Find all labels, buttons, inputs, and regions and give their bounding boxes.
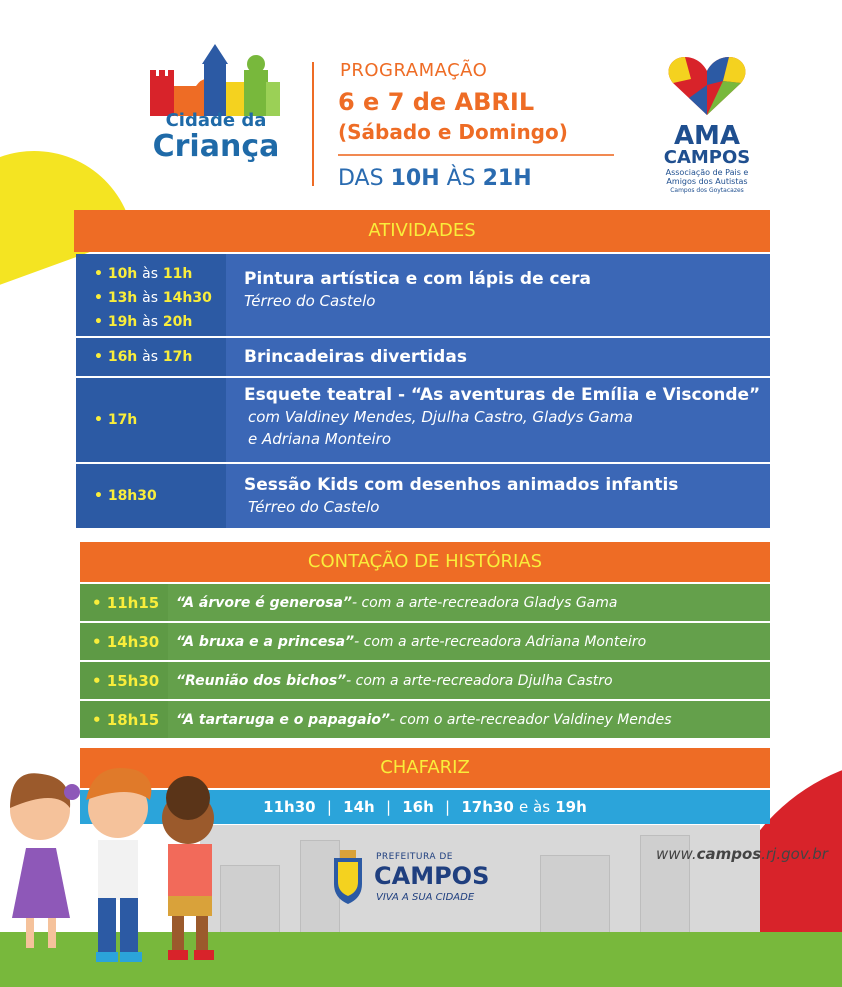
story-description xyxy=(168,662,770,699)
chafariz-header: CHAFARIZ xyxy=(80,748,770,788)
activity-title: Sessão Kids com desenhos animados infantis xyxy=(244,475,679,495)
hours-end: 21H xyxy=(482,166,532,191)
separator: | xyxy=(385,798,391,816)
time-slot: • 16h às 17h xyxy=(94,349,193,365)
prefeitura-tagline: VIVA A SUA CIDADE xyxy=(376,892,475,903)
logo-line1: Cidade da xyxy=(165,110,267,131)
story-title: “A bruxa e a princesa” xyxy=(176,633,355,650)
activity-times xyxy=(76,378,226,462)
hours-start: 10H xyxy=(390,166,440,191)
castle-icon xyxy=(146,42,286,116)
activities-table xyxy=(76,254,770,528)
table-row xyxy=(80,662,770,699)
ama-title: AMA xyxy=(673,121,741,151)
kids-illustration-icon xyxy=(0,748,260,968)
contacao-header: CONTAÇÃO DE HISTÓRIAS xyxy=(80,542,770,582)
story-performer: - com a arte-recreadora Adriana Monteiro xyxy=(354,633,647,650)
activity-location: Térreo do Castelo xyxy=(248,498,380,516)
story-description xyxy=(168,623,770,660)
activity-title: Pintura artística e com lápis de cera xyxy=(244,269,591,289)
activity-times xyxy=(76,338,226,376)
story-title: “Reunião dos bichos” xyxy=(176,672,347,689)
activity-description xyxy=(226,464,770,528)
time-slot: • 17h xyxy=(94,412,138,428)
time-slot: • 13h às 14h30 xyxy=(94,290,212,306)
time-slot: • 18h30 xyxy=(94,488,157,504)
table-row xyxy=(76,254,770,336)
activity-description xyxy=(226,338,770,376)
table-row xyxy=(76,464,770,528)
activity-cast-line2: e Adriana Monteiro xyxy=(248,430,392,448)
ama-city: Campos dos Goytacazes xyxy=(670,186,744,194)
table-row xyxy=(76,378,770,462)
chafariz-time: 17h30 xyxy=(461,798,514,816)
date-underline xyxy=(338,154,614,156)
activity-location: Térreo do Castelo xyxy=(244,292,376,310)
ama-subtitle: CAMPOS xyxy=(663,147,751,168)
hours-mid: ÀS xyxy=(446,166,476,191)
chafariz-time: 11h30 xyxy=(263,798,316,816)
chafariz-time: 19h xyxy=(555,798,587,816)
activity-description xyxy=(226,378,770,462)
story-title: “A árvore é generosa” xyxy=(176,594,352,611)
activity-times xyxy=(76,464,226,528)
activity-description xyxy=(226,254,770,336)
table-row xyxy=(80,584,770,621)
prefeitura-small: PREFEITURA DE xyxy=(376,852,453,862)
programacao-label: PROGRAMAÇÃO xyxy=(340,60,488,81)
story-performer: - com a arte-recreadora Djulha Castro xyxy=(346,672,613,689)
header-divider xyxy=(312,62,314,186)
activity-times xyxy=(76,254,226,336)
chafariz-and: e às xyxy=(519,798,551,816)
event-weekday: (Sábado e Domingo) xyxy=(338,120,568,144)
story-time: • 18h15 xyxy=(80,701,168,738)
story-performer: - com a arte-recreadora Gladys Gama xyxy=(351,594,618,611)
ama-desc-line2: Amigos dos Autistas xyxy=(666,176,748,186)
site-prefix: www. xyxy=(656,845,697,863)
table-row xyxy=(76,338,770,376)
coat-of-arms-icon xyxy=(328,848,368,908)
hours-prefix: DAS xyxy=(338,166,384,191)
prefeitura-campos-logo xyxy=(328,846,528,912)
separator: | xyxy=(326,798,332,816)
time-slot: • 10h às 11h xyxy=(94,266,193,282)
story-title: “A tartaruga e o papagaio” xyxy=(176,711,391,728)
story-description xyxy=(168,584,770,621)
cidade-da-crianca-text xyxy=(146,112,286,162)
chafariz-time: 16h xyxy=(402,798,434,816)
story-time: • 14h30 xyxy=(80,623,168,660)
activity-title: Brincadeiras divertidas xyxy=(244,347,467,367)
ama-campos-logo xyxy=(652,55,762,205)
atividades-header: ATIVIDADES xyxy=(74,210,770,252)
puzzle-heart-icon xyxy=(667,55,747,117)
prefeitura-big: CAMPOS xyxy=(374,862,490,890)
activity-title: Esquete teatral - “As aventuras de Emília e Visconde” xyxy=(244,385,761,405)
event-date: 6 e 7 de ABRIL xyxy=(338,88,535,116)
logo-line2: Criança xyxy=(152,129,280,164)
story-time: • 11h15 xyxy=(80,584,168,621)
website-link[interactable] xyxy=(656,845,828,863)
table-row xyxy=(80,701,770,738)
cidade-da-crianca-logo xyxy=(146,42,286,192)
activity-cast-line1: com Valdiney Mendes, Djulha Castro, Gladys Gama xyxy=(248,408,633,426)
event-hours xyxy=(338,166,532,191)
story-performer: - com o arte-recreador Valdiney Mendes xyxy=(390,711,672,728)
stories-table xyxy=(80,584,770,738)
story-description xyxy=(168,701,770,738)
ama-desc-line1: Associação de Pais e xyxy=(665,168,749,177)
time-slot: • 19h às 20h xyxy=(94,314,193,330)
story-time: • 15h30 xyxy=(80,662,168,699)
table-row xyxy=(80,623,770,660)
chafariz-time: 14h xyxy=(343,798,375,816)
site-suffix: .rj.gov.br xyxy=(761,845,828,863)
site-domain: campos xyxy=(696,845,762,863)
separator: | xyxy=(445,798,451,816)
